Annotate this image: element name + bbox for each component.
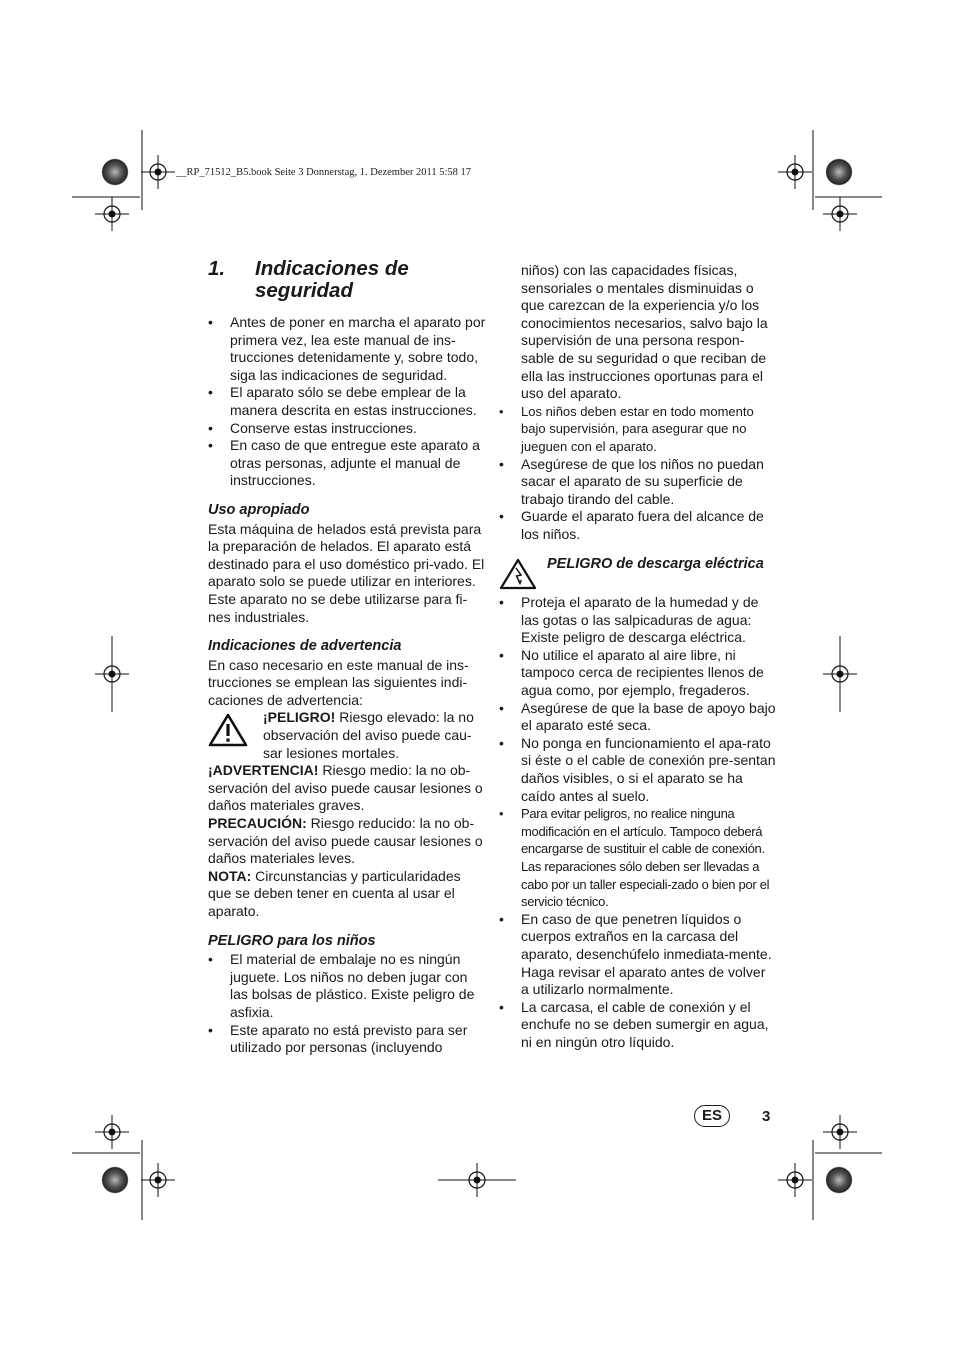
ninos-list-right [499, 403, 777, 544]
list-item: • En caso de que penetren líquidos o cuerpos extraños en la carcasa del aparato, desenchúfelo inmediata-mente. Haga revisar el aparato antes de volver a utilizarlo normalmente. [499, 911, 777, 999]
list-item: • Para evitar peligros, no realice ninguna modificación en el artículo. Tampoco deberá encargarse de sustituir el cable de conexión. Las reparaciones sólo deben ser llevadas a cabo por un taller especiali-zado o bien por el servicio técnico. [499, 805, 777, 911]
peligro-label: ¡PELIGRO! [263, 709, 336, 726]
language-badge: ES [694, 1105, 730, 1127]
page-footer [694, 1105, 770, 1127]
list-item: • No utilice el aparato al aire libre, ni tampoco cerca de recipientes llenos de agua como, por ejemplo, fregaderos. [499, 647, 777, 700]
electrica-heading: PELIGRO de descarga eléctrica [547, 555, 764, 572]
list-item: • En caso de que entregue este aparato a otras personas, adjunte el manual de instrucciones. [208, 437, 486, 490]
section-title: Indicaciones de seguridad [255, 257, 409, 302]
precaucion-label: PRECAUCIÓN: [208, 815, 307, 832]
list-item: • Conserve estas instrucciones. [208, 420, 486, 438]
book-header: __RP_71512_B5.book Seite 3 Donnerstag, 1. Dezember 2011 5:58 17 [176, 167, 472, 178]
page-number: 3 [762, 1107, 771, 1125]
precaucion-text: PRECAUCIÓN: Riesgo reducido: la no ob-servación del aviso puede causar lesiones o daños materiales leves. [208, 815, 483, 867]
electrica-list [499, 594, 777, 1051]
list-item: • Este aparato no está previsto para ser utilizado por personas (incluyendo [208, 1022, 486, 1057]
uso-paragraph-2: Este aparato no se debe utilizarse para fi-nes industriales. [208, 590, 468, 625]
page-title [208, 258, 486, 302]
list-item: • El material de embalaje no es ningún juguete. Los niños no deben jugar con las bolsas de plástico. Existe peligro de asfixia. [208, 951, 486, 1021]
section-number: 1. [208, 257, 226, 280]
nota-text: NOTA: Circunstancias y particularidades que se deben tener en cuenta al usar el aparato. [208, 867, 461, 919]
list-item: • El aparato sólo se debe emplear de la manera descrita en estas instrucciones. [208, 384, 486, 419]
list-item: • Los niños deben estar en todo momento bajo supervisión, para asegurar que no jueguen con el aparato. [499, 403, 777, 456]
list-item: • Asegúrese de que la base de apoyo bajo el aparato esté seca. [499, 700, 777, 735]
electrica-heading-block [499, 556, 777, 595]
nota-label: NOTA: [208, 867, 252, 884]
peligro-text: ¡PELIGRO! Riesgo elevado: la no observación del aviso puede cau-sar lesiones mortales. [263, 709, 474, 761]
ninos-continuation: niños) con las capacidades físicas, sensoriales o mentales disminuidas o que carezcan de la experiencia y/o los conocimientos necesarios, salvo bajo la supervisión de una persona respon-sable de su seguridad o que reciban de ella las instrucciones oportunas para el uso del aparato. [521, 262, 768, 402]
warning-triangle-icon [208, 709, 263, 752]
list-item: • Proteja el aparato de la humedad y de las gotas o las salpicaduras de agua: Existe peligro de descarga eléctrica. [499, 594, 777, 647]
intro-list [208, 314, 486, 490]
left-column [208, 258, 486, 1057]
advertencia-intro: En caso necesario en este manual de ins-trucciones se emplean las siguientes indi-caciones de advertencia: [208, 656, 469, 708]
peligro-block [208, 709, 486, 762]
uso-paragraph-1: Esta máquina de helados está prevista para la preparación de helados. El aparato está destinado para el uso doméstico pri-vado. El aparato solo se puede utilizar en interiores. [208, 520, 485, 590]
list-item: • No ponga en funcionamiento el apa-rato si éste o el cable de conexión pre-sentan daños visibles, o si el aparato se ha caído antes al suelo. [499, 735, 777, 805]
advertencia-text: ¡ADVERTENCIA! Riesgo medio: la no ob-servación del aviso puede causar lesiones o daños materiales graves. [208, 762, 483, 814]
ninos-list-left [208, 951, 486, 1057]
advertencia-label: ¡ADVERTENCIA! [208, 762, 319, 779]
list-item: • Asegúrese de que los niños no puedan sacar el aparato de su superficie de trabajo tirando del cable. [499, 456, 777, 509]
advertencia-heading: Indicaciones de advertencia [208, 638, 402, 655]
list-item: • La carcasa, el cable de conexión y el enchufe no se deben sumergir en agua, ni en ningún otro líquido. [499, 999, 777, 1052]
right-column [499, 262, 777, 1052]
list-item: • Guarde el aparato fuera del alcance de los niños. [499, 508, 777, 543]
ninos-heading: PELIGRO para los niños [208, 932, 376, 949]
list-item: • Antes de poner en marcha el aparato por primera vez, lea este manual de ins-trucciones detenidamente y, sobre todo, siga las indicaciones de seguridad. [208, 314, 486, 384]
electric-shock-icon [499, 556, 547, 595]
uso-heading: Uso apropiado [208, 501, 310, 518]
